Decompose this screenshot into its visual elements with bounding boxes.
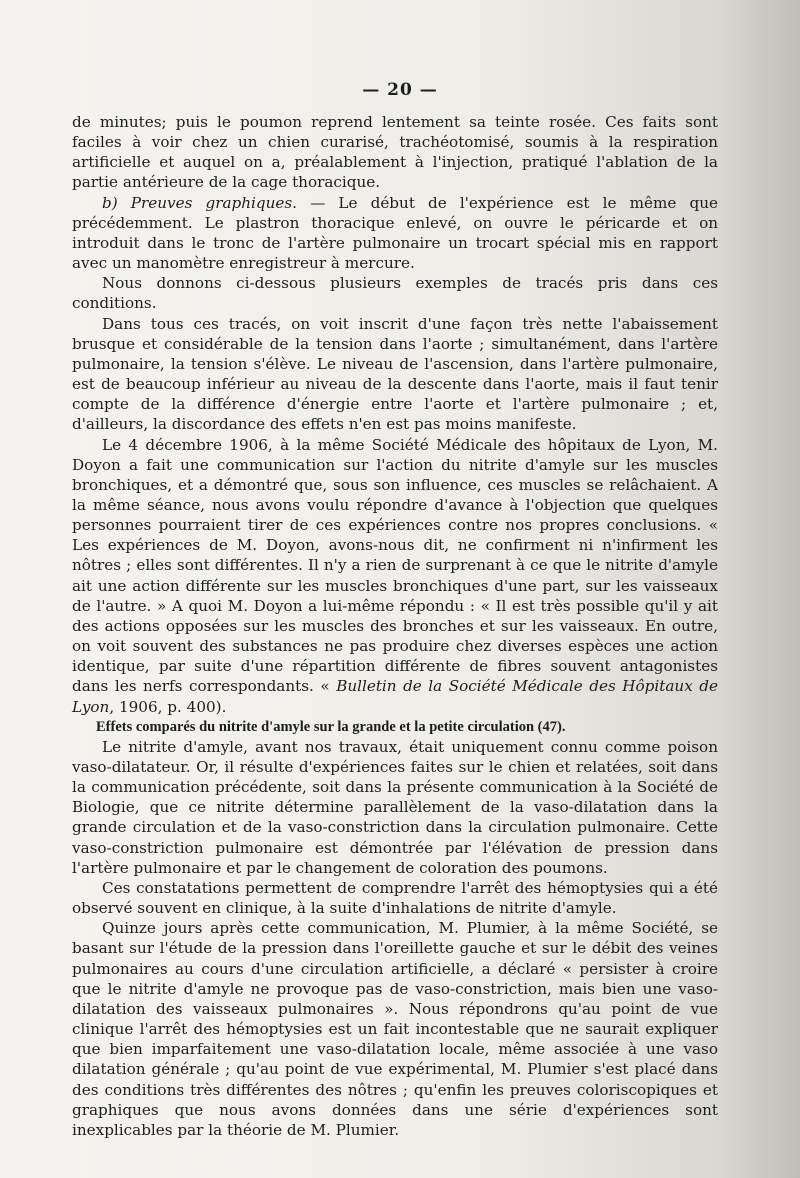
paragraph-5 [72,435,718,717]
citation: Bulletin de la Société Médicale des Hôpitaux de Lyon [72,677,718,716]
body-text [72,112,718,1140]
paragraph-2 [72,193,718,274]
paragraph-8: Quinze jours après cette communication, M. Plumier, à la même Société, se basant sur l'étude de la pression dans l'oreillette gauche et sur le débit des veines pulmonaires au cours d'une circulation artificielle, a déclaré « persister à croire que le nitrite d'amyle ne provoque pas de vaso-constriction, mais bien une vaso-dilatation des vaisseaux pulmonaires ». Nous répondrons qu'au point de vue clinique l'arrêt des hémoptysies est un fait incontestable que ne saurait expliquer que bien imparfaitement une vaso-dilatation locale, même associée à une vaso dilatation générale ; qu'au point de vue expérimental, M. Plumier s'est placé dans des conditions très différentes des nôtres ; qu'enfin les preuves coloriscopiques et graphiques que nous avons données dans une série d'expériences sont inexplicables par la théorie de M. Plumier. [72,919,718,1139]
paragraph-1: de minutes; puis le poumon reprend lentement sa teinte rosée. Ces faits sont faciles à voir chez un chien curarisé, trachéotomisé, soumis à la respiration artificielle et auquel on a, préalablement à l'injection, pratiqué l'ablation de la partie antérieure de la cage thoracique. [72,113,718,192]
page-number: — 20 — [362,80,438,100]
citation-tail: , 1906, p. 400). [109,697,227,716]
section-title: Effets comparés du nitrite d'amyle sur la grande et la petite circulation (47). [96,718,566,735]
paragraph-3: Nous donnons ci-dessous plusieurs exemples de tracés pris dans ces conditions. [72,274,718,313]
paragraph-6: Le nitrite d'amyle, avant nos travaux, était uniquement connu comme poison vaso-dilatateur. Or, il résulte d'expériences faites sur le chien et relatées, soit dans la communication précédente, soit dans la présente communication à la Société de Biologie, que ce nitrite détermine parallèlement de la vaso-dilatation dans la grande circulation et de la vaso-constriction dans la circulation pulmonaire. Cette vaso-constriction pulmonaire est démontrée par l'élévation de pression dans l'artère pulmonaire et par le changement de coloration des poumons. [72,737,718,877]
paragraph-5-text: Le 4 décembre 1906, à la même Société Médicale des hôpitaux de Lyon, M. Doyon a fait une communication sur l'action du nitrite d'amyle sur les muscles bronchiques, et a démontré que, sous son influence, ces muscles se relâchaient. A la même séance, nous avons voulu répondre d'avance à l'objection que quelques personnes pourraient tirer de ces expériences contre nos propres conclusions. « Les expériences de M. Doyon, avons-nous dit, ne confirment ni n'infirment les nôtres ; elles sont différentes. Il n'y a rien de surprenant à ce que le nitrite d'amyle ait une action différente sur les muscles bronchiques d'une part, sur les vaisseaux de l'autre. » A quoi M. Doyon a lui-même répondu : « Il est très possible qu'il y ait des actions opposées sur les muscles des bronches et sur les vaisseaux. En outre, on voit souvent des substances ne pas produire chez diverses espèces une action identique, par suite d'une répartition différente de fibres souvent antagonistes dans les nerfs correspondants. « [72,435,718,696]
paragraph-7: Ces constatations permettent de comprendre l'arrêt des hémoptysies qui a été observé souvent en clinique, à la suite d'inhalations de nitrite d'amyle. [72,878,718,918]
paragraph-4: Dans tous ces tracés, on voit inscrit d'une façon très nette l'abaissement brusque et considérable de la tension dans l'aorte ; simultanément, dans l'artère pulmonaire, la tension s'élève. Le niveau de l'ascension, dans l'artère pulmonaire, est de beaucoup inférieur au niveau de la descente dans l'aorte, mais il faut tenir compte de la différence d'énergie entre l'aorte et l'artère pulmonaire ; et, d'ailleurs, la discordance des effets n'en est pas moins manifeste. [72,314,718,434]
subsection-label: b) Preuves graphiques. [102,193,297,212]
paragraph-2-text: — Le début de l'expérience est le même que précédemment. Le plastron thoracique enlevé, on ouvre le péricarde et on introduit dans le tronc de l'artère pulmonaire un trocart spécial mis en rapport avec un manomètre enregistreur à mercure. [72,193,718,273]
